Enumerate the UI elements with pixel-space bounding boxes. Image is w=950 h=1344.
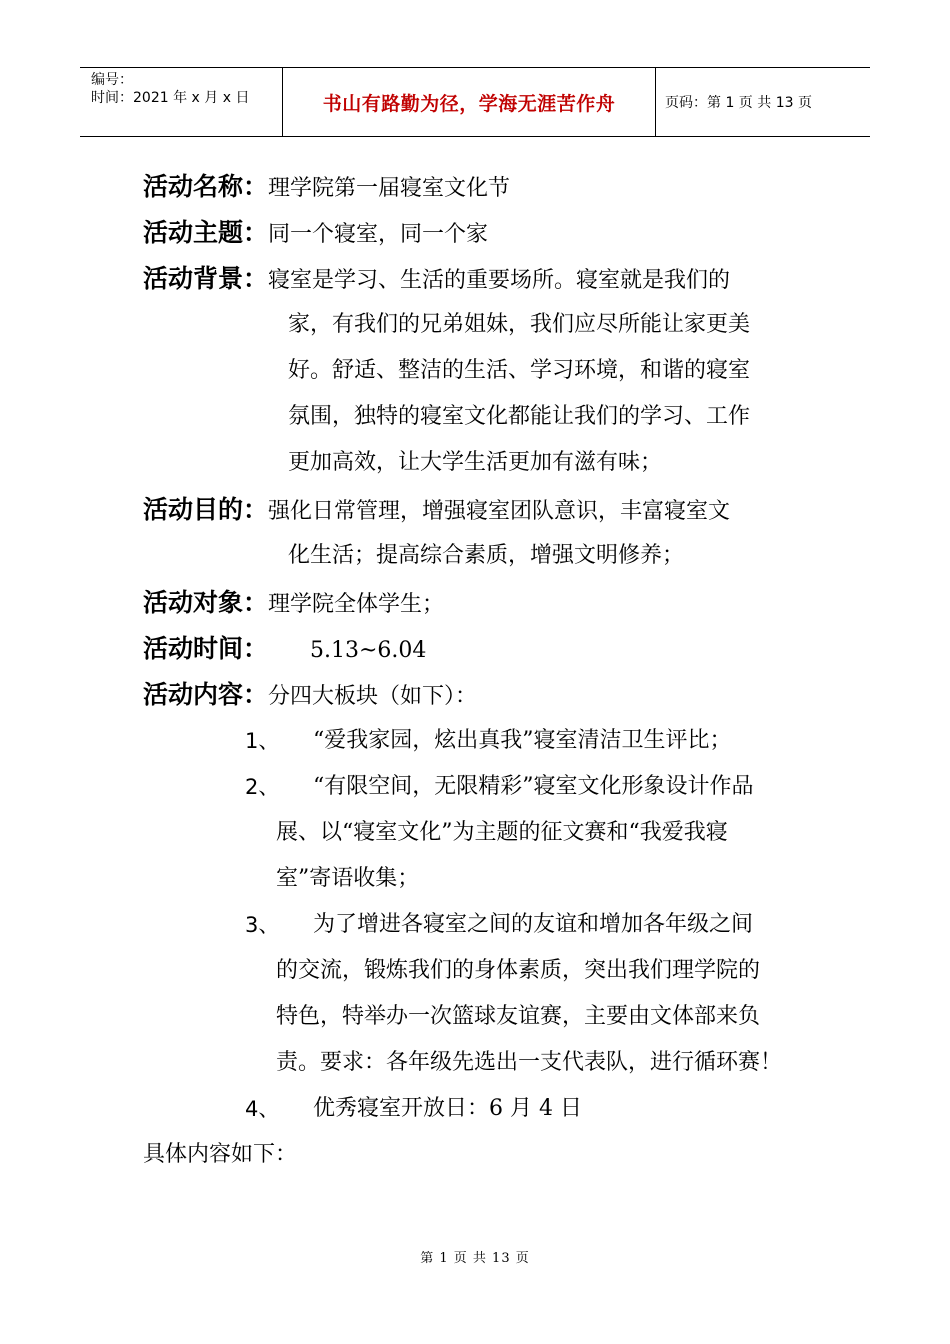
activity-target-label: 活动对象： bbox=[143, 588, 269, 617]
activity-background-line: 更加高效，让大学生活更加有滋有味； bbox=[288, 450, 663, 475]
activity-time-value: 5.13~6.04 bbox=[310, 638, 427, 663]
list-item-line: 责。要求：各年级先选出一支代表队，进行循环赛！ bbox=[276, 1050, 783, 1075]
list-item-number: 4、 bbox=[245, 1097, 280, 1121]
list-item-number: 1、 bbox=[245, 729, 280, 753]
activity-target-value: 理学院全体学生； bbox=[268, 592, 445, 617]
header-motto: 书山有路勤为径，学海无涯苦作舟 bbox=[283, 68, 656, 136]
activity-theme-row bbox=[143, 218, 488, 250]
activity-background-row bbox=[143, 264, 730, 296]
activity-target-row bbox=[143, 588, 444, 620]
activity-purpose-line: 化生活；提高综合素质，增强文明修养； bbox=[288, 543, 685, 568]
activity-background-line: 寝室是学习、生活的重要场所。寝室就是我们的 bbox=[268, 268, 731, 293]
activity-name-value: 理学院第一届寝室文化节 bbox=[268, 176, 511, 201]
activity-time-row bbox=[143, 634, 426, 666]
list-item-number: 2、 bbox=[245, 775, 280, 799]
page-header bbox=[80, 67, 870, 137]
activity-content-label: 活动内容： bbox=[143, 680, 269, 709]
page-footer: 第 1 页 共 13 页 bbox=[420, 1251, 530, 1266]
header-page-info: 页码：第 1 页 共 13 页 bbox=[665, 95, 812, 111]
activity-content-row bbox=[143, 680, 477, 712]
list-item: 为了增进各寝室之间的友谊和增加各年级之间 bbox=[313, 912, 754, 937]
list-item-line: 特色，特举办一次篮球友谊赛，主要由文体部来负 bbox=[276, 1004, 761, 1029]
list-item-line: 展、以“寝室文化”为主题的征文赛和“我爱我寝 bbox=[276, 820, 728, 845]
activity-theme-label: 活动主题： bbox=[143, 218, 269, 247]
list-item: “有限空间，无限精彩”寝室文化形象设计作品 bbox=[313, 774, 754, 799]
activity-background-line: 氛围，独特的寝室文化都能让我们的学习、工作 bbox=[288, 404, 751, 429]
activity-background-line: 好。舒适、整洁的生活、学习环境，和谐的寝室 bbox=[288, 358, 751, 383]
list-item: “爱我家园，炫出真我”寝室清洁卫生评比； bbox=[313, 728, 732, 753]
list-item-line: 室”寄语收集； bbox=[276, 866, 420, 891]
activity-time-label: 活动时间： bbox=[143, 634, 269, 663]
activity-purpose-line: 强化日常管理，增强寝室团队意识，丰富寝室文 bbox=[268, 499, 731, 524]
list-item-number: 3、 bbox=[245, 913, 280, 937]
header-meta bbox=[80, 68, 283, 136]
activity-purpose-row bbox=[143, 495, 730, 527]
list-item-line: 的交流，锻炼我们的身体素质，突出我们理学院的 bbox=[276, 958, 761, 983]
header-time: 时间：2021 年 x 月 x 日 bbox=[91, 90, 250, 106]
activity-theme-value: 同一个寝室，同一个家 bbox=[268, 222, 489, 247]
header-number: 编号： bbox=[91, 72, 133, 88]
activity-background-label: 活动背景： bbox=[143, 264, 269, 293]
activity-name-row bbox=[143, 172, 510, 204]
activity-content-value: 分四大板块（如下）： bbox=[268, 684, 478, 709]
list-item: 优秀寝室开放日：6 月 4 日 bbox=[313, 1096, 582, 1121]
closing-text: 具体内容如下： bbox=[143, 1142, 298, 1167]
activity-name-label: 活动名称： bbox=[143, 172, 269, 201]
activity-purpose-label: 活动目的： bbox=[143, 495, 269, 524]
activity-background-line: 家，有我们的兄弟姐妹，我们应尽所能让家更美 bbox=[288, 312, 751, 337]
